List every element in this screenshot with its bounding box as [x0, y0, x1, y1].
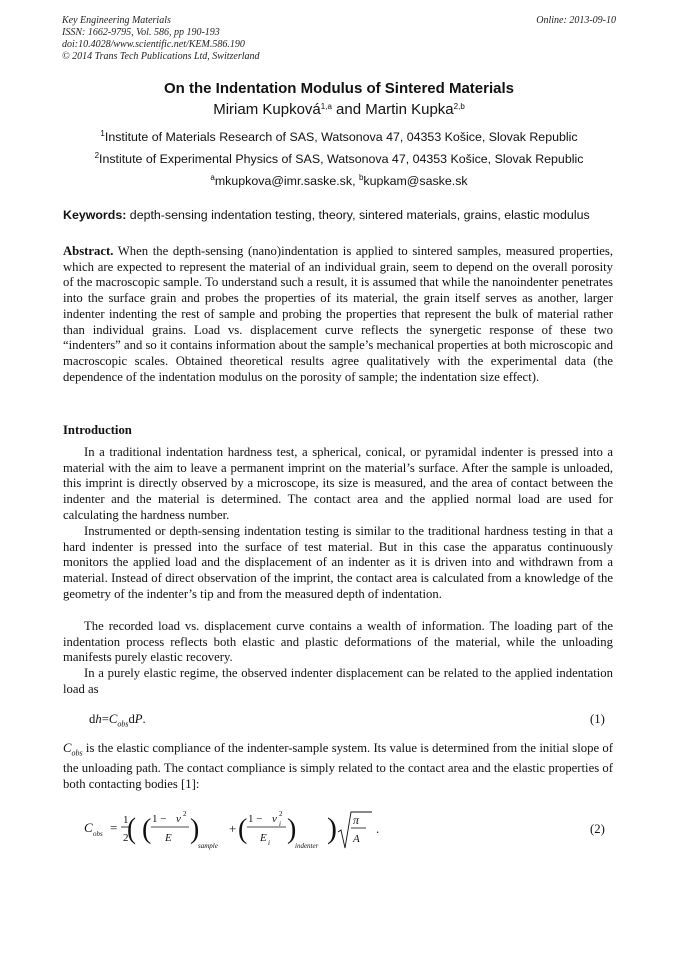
eq2-sub-indenter: indenter — [295, 842, 319, 850]
eq2-big-paren-open: ( — [127, 812, 136, 846]
abstract-label: Abstract. — [63, 244, 114, 258]
email-a-sup: a — [210, 173, 215, 182]
abstract — [63, 244, 613, 385]
author-1-sup: 1,a — [320, 102, 332, 111]
intro-paragraph-4: In a purely elastic regime, the observed indenter displacement can be related to the applied indentation load as — [63, 666, 613, 696]
author-line — [0, 101, 678, 118]
eq2-a: A — [353, 833, 360, 845]
eq2-nu-sq: 2 — [183, 810, 187, 818]
intro-paragraph-1: In a traditional indentation hardness test, a spherical, conical, or pyramidal indenter is pressed into a material with the aim to leave a permanent imprint on the material’s surface. After the sample is unloaded, this imprint is directly observed by a microscope, its size is measured, and the area of contact between the indenter and the material is determined. The contact area and the applied normal load are used for calculating the hardness number. — [63, 445, 613, 522]
compliance-symbol: C — [63, 741, 72, 755]
doi-line: doi:10.4028/www.scientific.net/KEM.586.190 — [62, 39, 245, 50]
eq2-e-i-sub: i — [268, 839, 270, 847]
compliance-paragraph — [63, 741, 613, 793]
intro-paragraph-2: Instrumented or depth-sensing indentation testing is similar to the traditional hardness testing in that a hard indenter is pressed into the surface of test material. But in this case the apparatus continuously monitors the applied load and the displacement of an indenter as it is driven into and withdrawn from a material. Instead of direct observation of the imprint, the contact area is calculated from a knowledge of the geometry of the indenter’s tip and from the measured depth of indentation. — [63, 524, 613, 601]
affiliation-2 — [0, 152, 678, 166]
eq2-pi: π — [353, 813, 360, 827]
issn-line: ISSN: 1662-9795, Vol. 586, pp 190-193 — [62, 27, 220, 38]
copyright-line: © 2014 Trans Tech Publications Ltd, Switzerland — [62, 51, 260, 62]
keywords-label: Keywords: — [63, 208, 127, 222]
eq2-half-num: 1 — [123, 814, 129, 826]
affiliation-1-text: Institute of Materials Research of SAS, Watsonova 47, 04353 Košice, Slovak Republic — [104, 130, 578, 144]
eq2-equals: = — [110, 820, 118, 835]
eq2-c: C — [84, 820, 93, 835]
author-emails — [0, 174, 678, 188]
affiliation-2-text: Institute of Experimental Physics of SAS, Watsonova 47, 04353 Košice, Slovak Republic — [99, 152, 584, 166]
intro-paragraph-3: The recorded load vs. displacement curve contains a wealth of information. The loading part of the indentation process reflects both elastic and plastic deformations of the material, while the unloading manifests purely elastic recovery. — [63, 619, 613, 665]
eq2-nu-i-sub: i — [279, 820, 281, 828]
eq2-paren-2-close: ) — [287, 814, 297, 845]
equation-1: $dh=C_{obs}dP$. — [89, 712, 146, 729]
email-b-sup: b — [358, 173, 364, 182]
author-2: Martin Kupka — [365, 101, 454, 118]
equation-2-number: (2) — [590, 822, 605, 836]
affiliation-1 — [0, 130, 678, 144]
eq2-sub-sample: sample — [198, 842, 218, 850]
eq2-e: E — [165, 832, 172, 844]
paper-title: On the Indentation Modulus of Sintered Materials — [163, 80, 515, 97]
journal-header — [62, 15, 462, 63]
eq2-c-sub: obs — [93, 830, 103, 838]
eq2-half-den: 2 — [123, 832, 129, 844]
equation-1-number: (1) — [590, 712, 605, 726]
author-1: Miriam Kupková — [213, 101, 321, 118]
affiliation-1-sup: 1 — [100, 129, 105, 138]
eq2-paren-1-close: ) — [190, 814, 200, 845]
eq2-paren-2-open: ( — [238, 814, 248, 845]
email-b: kupkam@saske.sk — [363, 174, 468, 188]
eq2-big-paren-close: ) — [327, 812, 337, 845]
affiliation-2-sup: 2 — [94, 151, 100, 160]
eq2-one-minus-2: 1 − — [248, 813, 263, 825]
eq2-e-i: E — [260, 832, 267, 844]
keywords-text: depth-sensing indentation testing, theory, sintered materials, grains, elastic modulus — [126, 208, 590, 222]
eq2-nu: ν — [176, 813, 181, 825]
section-heading-introduction: Introduction — [63, 423, 132, 437]
compliance-text: is the elastic compliance of the indenter-sample system. Its value is determined from the initial slope of the unloading path. The contact compliance is simply related to the contact area and the elastic properties of both contacting bodies [1]: — [63, 741, 613, 791]
online-date: Online: 2013-09-10 — [536, 15, 616, 26]
author-and: and — [331, 101, 366, 118]
eq2-plus: + — [229, 821, 237, 836]
abstract-text: When the depth-sensing (nano)indentation is applied to sintered samples, measured properties, which are expected to represent the material of an individual grain, seem to depend on the overall porosity of the macroscopic sample. To understand such a result, it is assumed that while the nanoindenter penetrates into the surface grain and probes the properties of its material, the grain itself serves as another, larger indenter indenting the rest of sample and probing the properties that represent the bulk of material rather than individual grains. Load vs. displacement curve reflects the synergetic response of these two “indenters” and so it contains information about the sample’s mechanical properties at both microscopic and macroscopic scales. Obtained theoretical results agree qualitatively with the experimental data (the dependence of the indentation modulus on the porosity of sample; the indentation size effect). — [63, 244, 613, 384]
eq2-paren-1-open: ( — [142, 814, 152, 845]
eq2-nu-i-sq: 2 — [279, 810, 283, 818]
eq2-nu-i: ν — [272, 813, 277, 825]
journal-name: Key Engineering Materials — [62, 15, 171, 26]
email-a: mkupkova@imr.saske.sk, — [214, 174, 359, 188]
author-2-sup: 2,b — [453, 102, 465, 111]
compliance-subscript: obs — [71, 748, 83, 758]
keywords — [63, 208, 615, 222]
eq2-period: . — [376, 821, 380, 836]
equation-2 — [82, 796, 382, 856]
eq2-one-minus: 1 − — [152, 813, 167, 825]
